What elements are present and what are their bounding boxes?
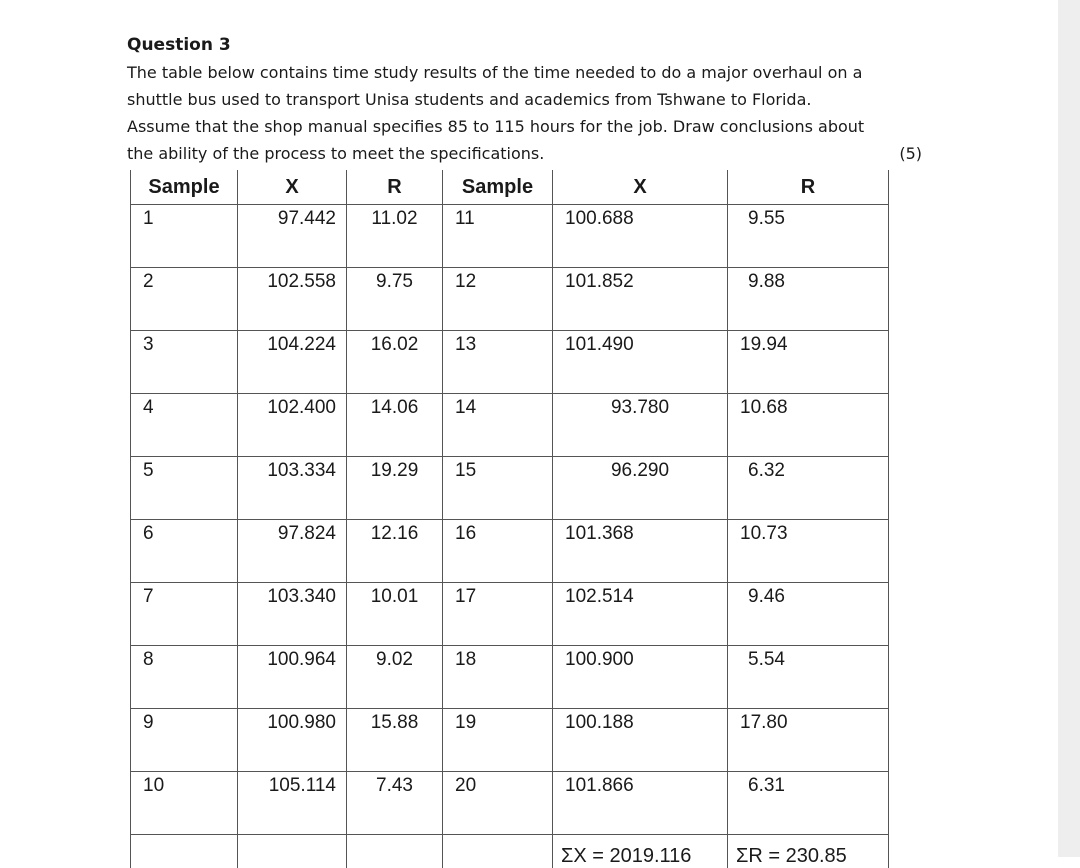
- r-cell: 19.29: [347, 457, 443, 520]
- sample-cell: 20: [443, 772, 553, 835]
- sample-cell: 19: [443, 709, 553, 772]
- header-x: X: [238, 170, 347, 205]
- empty-cell: [347, 835, 443, 868]
- x-cell: 101.852: [553, 268, 728, 331]
- question-marks: (5): [899, 140, 922, 167]
- x-cell: 101.490: [553, 331, 728, 394]
- x-cell: 100.964: [238, 646, 347, 709]
- empty-cell: [443, 835, 553, 868]
- x-cell: 104.224: [238, 331, 347, 394]
- table-row: [131, 394, 889, 457]
- x-cell: 93.780: [553, 394, 728, 457]
- sample-cell: 16: [443, 520, 553, 583]
- r-cell: 15.88: [347, 709, 443, 772]
- x-cell: 100.900: [553, 646, 728, 709]
- sum-r: ΣR = 230.85: [728, 835, 889, 868]
- x-cell: 100.188: [553, 709, 728, 772]
- sample-cell: 9: [131, 709, 238, 772]
- table-row: [131, 772, 889, 835]
- x-cell: 102.558: [238, 268, 347, 331]
- table-row: [131, 520, 889, 583]
- sample-cell: 17: [443, 583, 553, 646]
- sample-cell: 12: [443, 268, 553, 331]
- x-cell: 103.334: [238, 457, 347, 520]
- sample-cell: 1: [131, 205, 238, 268]
- header-sample: Sample: [131, 170, 238, 205]
- table-header-row: [131, 170, 889, 205]
- header-r: R: [347, 170, 443, 205]
- r-cell: 12.16: [347, 520, 443, 583]
- sample-cell: 14: [443, 394, 553, 457]
- x-cell: 97.824: [238, 520, 347, 583]
- sample-cell: 13: [443, 331, 553, 394]
- r-cell: 9.55: [728, 205, 889, 268]
- x-cell: 97.442: [238, 205, 347, 268]
- table-row: [131, 331, 889, 394]
- x-cell: 101.866: [553, 772, 728, 835]
- x-cell: 102.514: [553, 583, 728, 646]
- sum-x: ΣX = 2019.116: [553, 835, 728, 868]
- x-cell: 102.400: [238, 394, 347, 457]
- sample-cell: 5: [131, 457, 238, 520]
- r-cell: 16.02: [347, 331, 443, 394]
- r-cell: 14.06: [347, 394, 443, 457]
- table-row: [131, 457, 889, 520]
- r-cell: 5.54: [728, 646, 889, 709]
- sample-cell: 3: [131, 331, 238, 394]
- sample-cell: 10: [131, 772, 238, 835]
- question-line-4-wrapper: [127, 140, 922, 167]
- question-title: Question 3: [127, 32, 922, 59]
- x-cell: 105.114: [238, 772, 347, 835]
- table-totals-row: [131, 835, 889, 868]
- table-row: [131, 268, 889, 331]
- x-cell: 101.368: [553, 520, 728, 583]
- r-cell: 19.94: [728, 331, 889, 394]
- question-line-4: the ability of the process to meet the specifications.: [127, 144, 544, 163]
- question-block: [127, 32, 922, 167]
- table-row: [131, 583, 889, 646]
- sample-cell: 2: [131, 268, 238, 331]
- r-cell: 9.88: [728, 268, 889, 331]
- sample-cell: 8: [131, 646, 238, 709]
- page-margin-strip: [1058, 0, 1080, 857]
- r-cell: 11.02: [347, 205, 443, 268]
- r-cell: 9.02: [347, 646, 443, 709]
- sample-cell: 4: [131, 394, 238, 457]
- table-row: [131, 709, 889, 772]
- r-cell: 6.32: [728, 457, 889, 520]
- r-cell: 10.01: [347, 583, 443, 646]
- r-cell: 6.31: [728, 772, 889, 835]
- sample-cell: 15: [443, 457, 553, 520]
- r-cell: 9.75: [347, 268, 443, 331]
- sample-cell: 18: [443, 646, 553, 709]
- header-sample-2: Sample: [443, 170, 553, 205]
- x-cell: 100.980: [238, 709, 347, 772]
- x-cell: 103.340: [238, 583, 347, 646]
- time-study-table: [130, 170, 889, 868]
- header-r-2: R: [728, 170, 889, 205]
- empty-cell: [238, 835, 347, 868]
- r-cell: 17.80: [728, 709, 889, 772]
- sample-cell: 11: [443, 205, 553, 268]
- x-cell: 100.688: [553, 205, 728, 268]
- r-cell: 9.46: [728, 583, 889, 646]
- question-line-3: Assume that the shop manual specifies 85 to 115 hours for the job. Draw conclusions about: [127, 113, 922, 140]
- r-cell: 10.68: [728, 394, 889, 457]
- sample-cell: 6: [131, 520, 238, 583]
- x-cell: 96.290: [553, 457, 728, 520]
- table-row: [131, 205, 889, 268]
- question-line-1: The table below contains time study results of the time needed to do a major overhaul on a: [127, 59, 922, 86]
- header-x-2: X: [553, 170, 728, 205]
- sample-cell: 7: [131, 583, 238, 646]
- r-cell: 10.73: [728, 520, 889, 583]
- r-cell: 7.43: [347, 772, 443, 835]
- table-row: [131, 646, 889, 709]
- empty-cell: [131, 835, 238, 868]
- question-line-2: shuttle bus used to transport Unisa students and academics from Tshwane to Florida.: [127, 86, 922, 113]
